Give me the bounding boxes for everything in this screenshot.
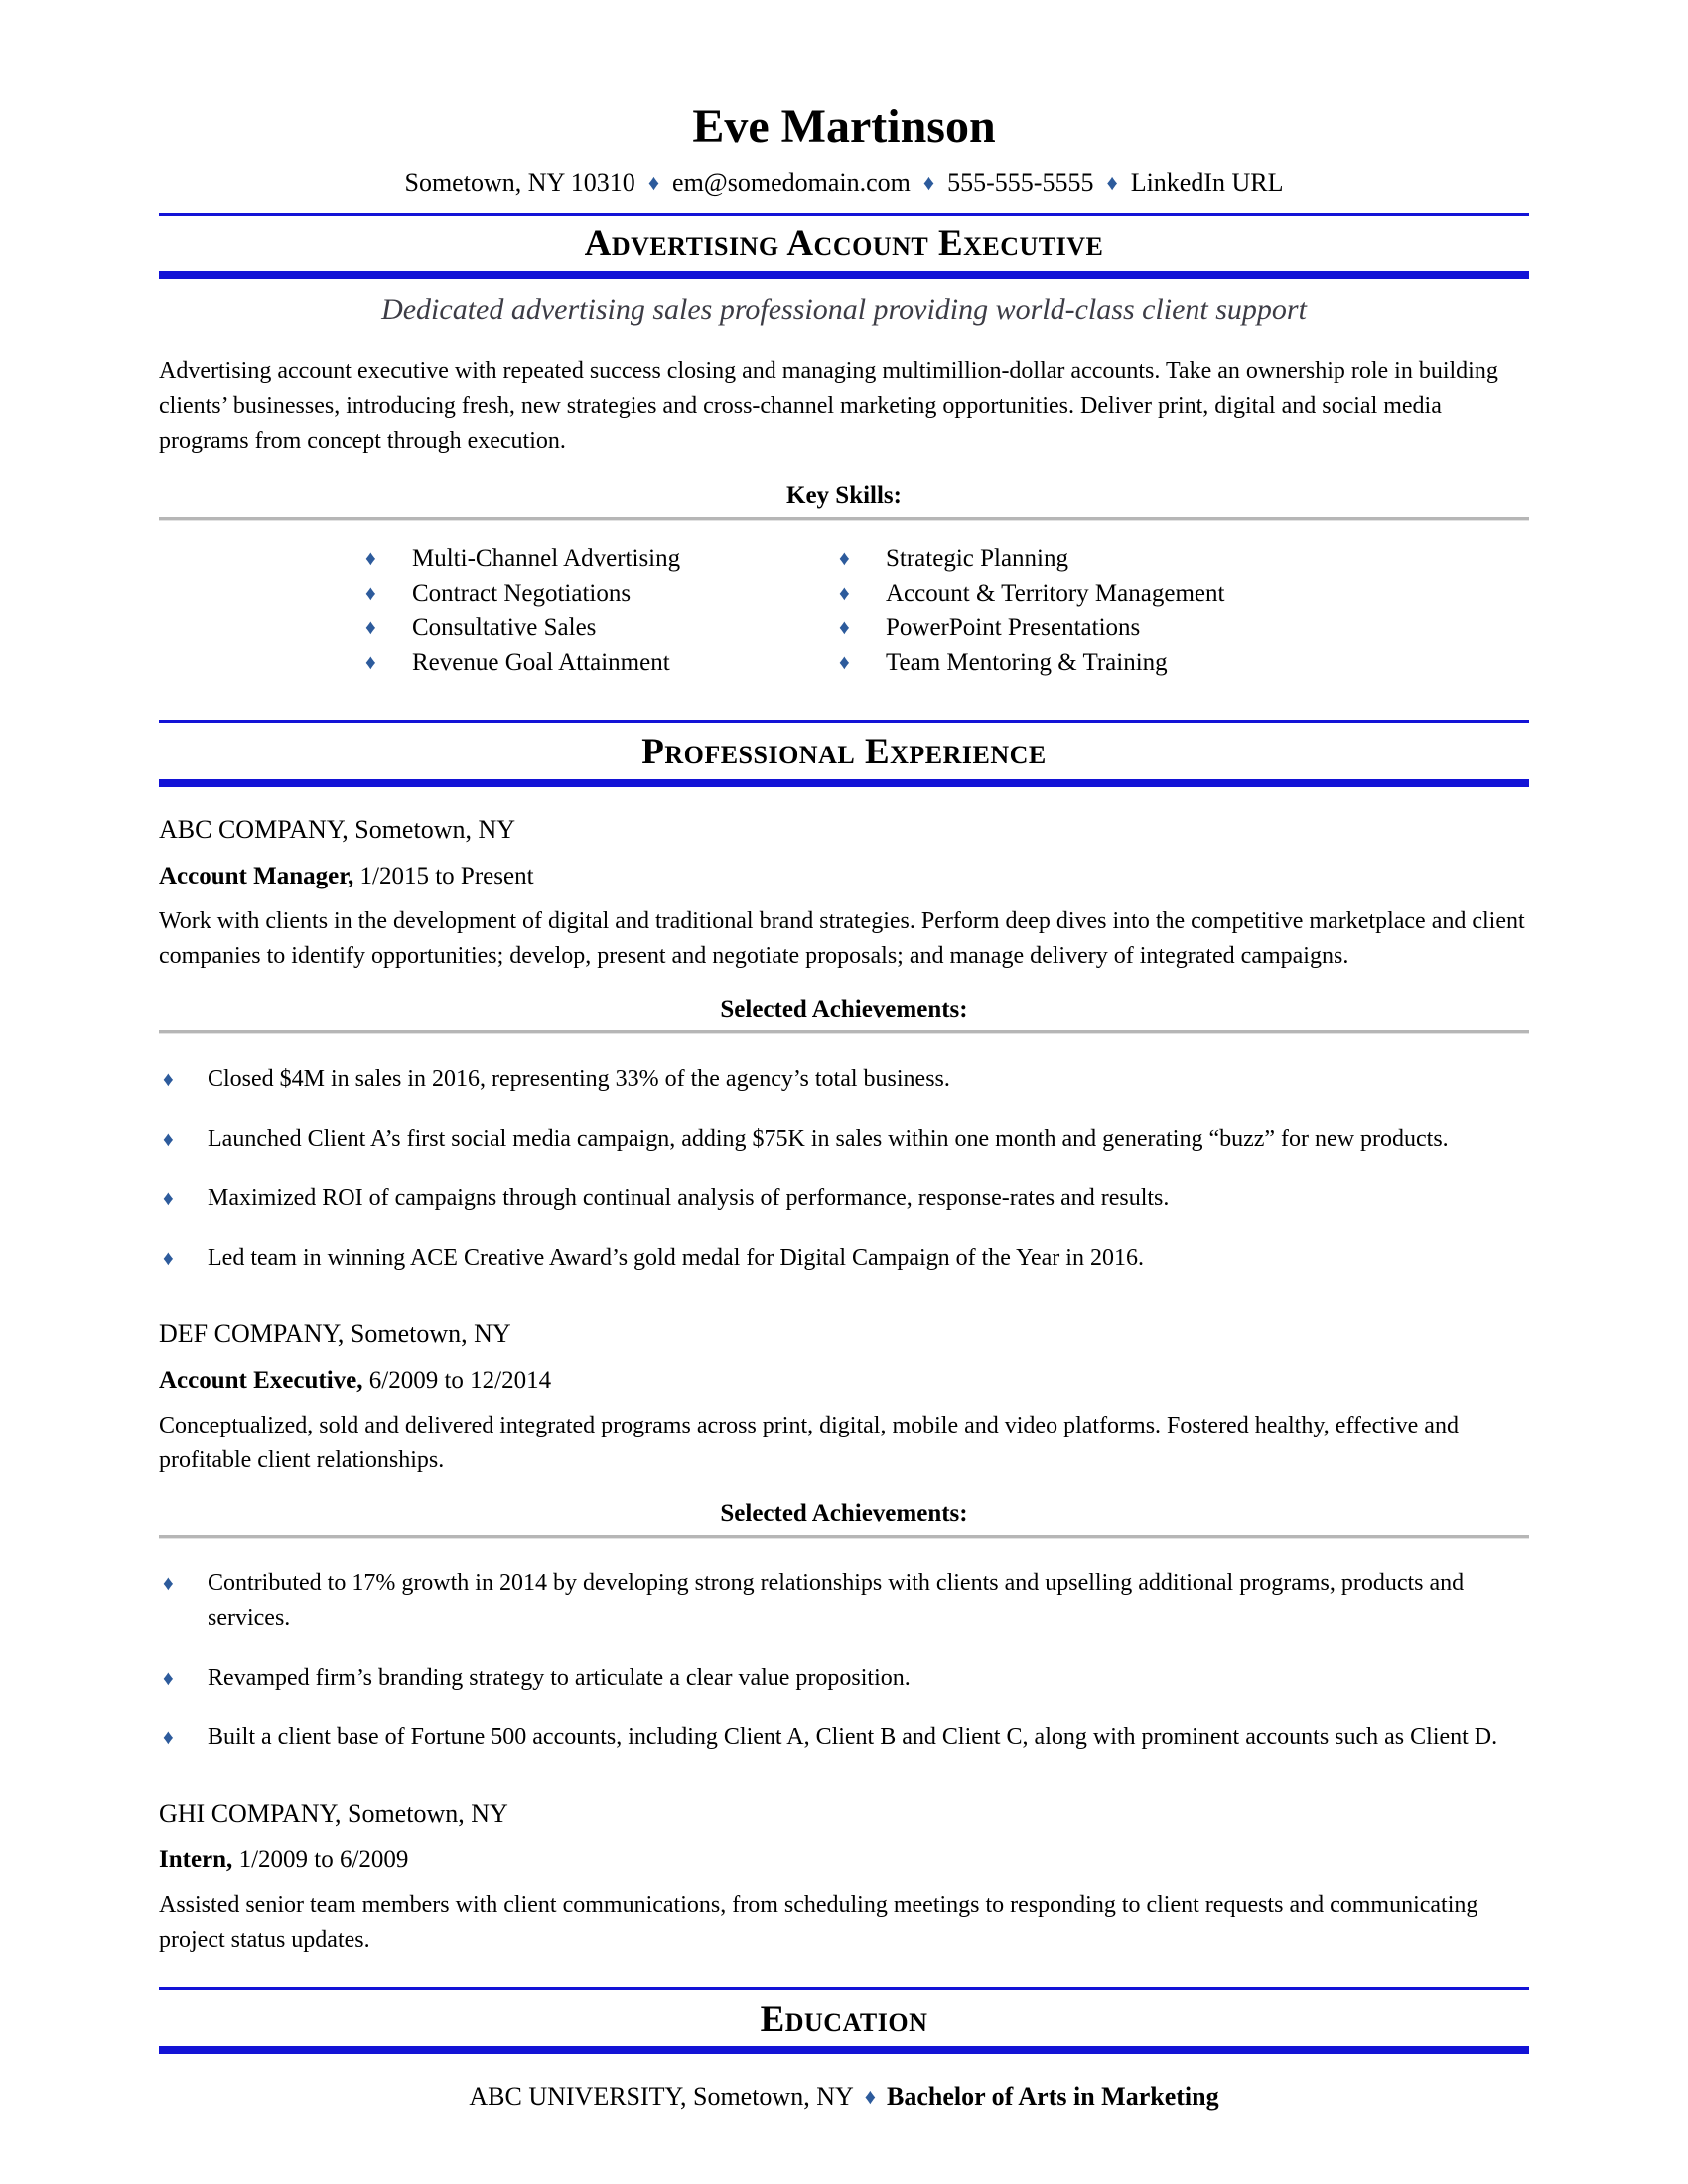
achievement-text: Contributed to 17% growth in 2014 by developing strong relationships with clients and upselling additional programs, products and services. [208, 1570, 1465, 1631]
section-underline [159, 779, 1529, 787]
company-line: GHI COMPANY, Sometown, NY [159, 1798, 508, 1828]
resume-title: Advertising Account Executive [584, 223, 1104, 265]
diamond-bullet-icon: ♦ [839, 580, 850, 605]
achievement-text: Maximized ROI of campaigns through continual analysis of performance, response-rates and results. [208, 1184, 1170, 1211]
contact-linkedin: LinkedIn URL [1130, 168, 1284, 198]
education-institution: ABC UNIVERSITY, Sometown, NY [469, 2082, 854, 2112]
achievement-item [159, 1661, 1529, 1696]
skill-item [365, 576, 839, 611]
contact-phone: 555-555-5555 [947, 168, 1094, 198]
job-title-line [159, 1367, 1529, 1395]
education-section-heading: Education [760, 1998, 928, 2040]
job-entry [159, 1799, 1529, 1958]
skill-item [839, 541, 1529, 576]
job-entry [159, 815, 1529, 1276]
skill-label: Consultative Sales [412, 614, 597, 641]
diamond-bullet-icon: ♦ [163, 1066, 174, 1091]
diamond-separator-icon: ♦ [647, 170, 660, 196]
skill-label: Contract Negotiations [412, 579, 632, 607]
diamond-separator-icon: ♦ [864, 2084, 876, 2110]
section-divider-line [159, 720, 1529, 723]
skill-label: PowerPoint Presentations [886, 614, 1141, 641]
diamond-bullet-icon: ♦ [163, 1570, 174, 1595]
achievement-item [159, 1567, 1529, 1636]
diamond-bullet-icon: ♦ [163, 1185, 174, 1210]
achievement-item [159, 1720, 1529, 1755]
job-title-line [159, 1846, 1529, 1874]
skill-item [839, 611, 1529, 645]
experience-section-heading: Professional Experience [641, 731, 1047, 772]
achievements-heading: Selected Achievements: [720, 1499, 968, 1527]
job-dates: 6/2009 to 12/2014 [368, 1366, 552, 1394]
diamond-bullet-icon: ♦ [163, 1665, 174, 1690]
section-underline [159, 2046, 1529, 2054]
diamond-separator-icon: ♦ [922, 170, 935, 196]
achievement-text: Revamped firm’s branding strategy to articulate a clear value proposition. [208, 1664, 911, 1691]
job-description: Assisted senior team members with client communications, from scheduling meetings to responding to client requests and communicating project status updates. [159, 1891, 1478, 1953]
skill-label: Multi-Channel Advertising [412, 544, 681, 572]
achievement-text: Built a client base of Fortune 500 accounts, including Client A, Client B and Client C, along with prominent accounts such as Client D. [208, 1723, 1498, 1750]
job-description: Work with clients in the development of digital and traditional brand strategies. Perform deep dives into the competitive marketplace and client companies to identify opportunities; develop, present and negotiate proposals; and manage delivery of integrated campaigns. [159, 907, 1525, 969]
skills-column-2 [839, 541, 1529, 680]
key-skills-divider [159, 517, 1529, 521]
achievements-list [159, 1567, 1529, 1755]
achievement-text: Launched Client A’s first social media campaign, adding $75K in sales within one month and generating “buzz” for new products. [208, 1125, 1449, 1152]
summary-paragraph: Advertising account executive with repeated success closing and managing multimillion-dollar accounts. Take an ownership role in building clients’ businesses, introducing fresh, new strategies and cross-channel marketing opportunities. Deliver print, digital and social media programs from concept through execution. [159, 357, 1498, 454]
achievement-text: Closed $4M in sales in 2016, representing 33% of the agency’s total business. [208, 1065, 950, 1092]
job-entry [159, 1319, 1529, 1755]
header-divider-line [159, 213, 1529, 216]
skill-item [839, 576, 1529, 611]
job-description: Conceptualized, sold and delivered integrated programs across print, digital, mobile and video platforms. Fostered healthy, effective and profitable client relationships. [159, 1412, 1459, 1473]
achievement-item [159, 1122, 1529, 1157]
job-title-line [159, 863, 1529, 890]
skill-item [839, 645, 1529, 680]
achievement-item [159, 1062, 1529, 1097]
diamond-bullet-icon: ♦ [839, 545, 850, 570]
contact-line [159, 168, 1529, 198]
key-skills-heading: Key Skills: [786, 481, 902, 509]
diamond-bullet-icon: ♦ [839, 649, 850, 674]
skill-item [365, 611, 839, 645]
job-dates: 1/2015 to Present [359, 862, 534, 889]
achievement-text: Led team in winning ACE Creative Award’s gold medal for Digital Campaign of the Year in 2016. [208, 1244, 1144, 1271]
key-skills-list [365, 541, 1529, 680]
education-line [159, 2082, 1529, 2112]
company-line: ABC COMPANY, Sometown, NY [159, 814, 516, 844]
achievement-item [159, 1181, 1529, 1216]
candidate-name: Eve Martinson [692, 100, 996, 153]
job-title: Account Executive, [159, 1366, 363, 1394]
company-line: DEF COMPANY, Sometown, NY [159, 1318, 511, 1348]
skill-label: Revenue Goal Attainment [412, 648, 670, 676]
achievements-divider [159, 1535, 1529, 1539]
skill-label: Strategic Planning [886, 544, 1068, 572]
skill-label: Account & Territory Management [886, 579, 1225, 607]
diamond-bullet-icon: ♦ [839, 614, 850, 639]
diamond-bullet-icon: ♦ [163, 1724, 174, 1749]
contact-location: Sometown, NY 10310 [404, 168, 635, 198]
education-degree: Bachelor of Arts in Marketing [887, 2082, 1219, 2112]
achievements-heading: Selected Achievements: [720, 995, 968, 1023]
diamond-bullet-icon: ♦ [163, 1245, 174, 1270]
job-dates: 1/2009 to 6/2009 [238, 1845, 409, 1873]
section-divider-line [159, 1987, 1529, 1990]
skill-item [365, 645, 839, 680]
tagline: Dedicated advertising sales professional providing world-class client support [381, 292, 1307, 326]
diamond-bullet-icon: ♦ [365, 649, 376, 674]
diamond-bullet-icon: ♦ [365, 614, 376, 639]
diamond-bullet-icon: ♦ [365, 545, 376, 570]
achievement-item [159, 1241, 1529, 1276]
skill-item [365, 541, 839, 576]
skill-label: Team Mentoring & Training [886, 648, 1168, 676]
diamond-bullet-icon: ♦ [163, 1126, 174, 1151]
job-title: Account Manager, [159, 862, 354, 889]
achievements-list [159, 1062, 1529, 1276]
title-underline [159, 271, 1529, 279]
skills-column-1 [365, 541, 839, 680]
job-title: Intern, [159, 1845, 233, 1873]
diamond-bullet-icon: ♦ [365, 580, 376, 605]
achievements-divider [159, 1030, 1529, 1034]
contact-email: em@somedomain.com [672, 168, 911, 198]
diamond-separator-icon: ♦ [1106, 170, 1118, 196]
